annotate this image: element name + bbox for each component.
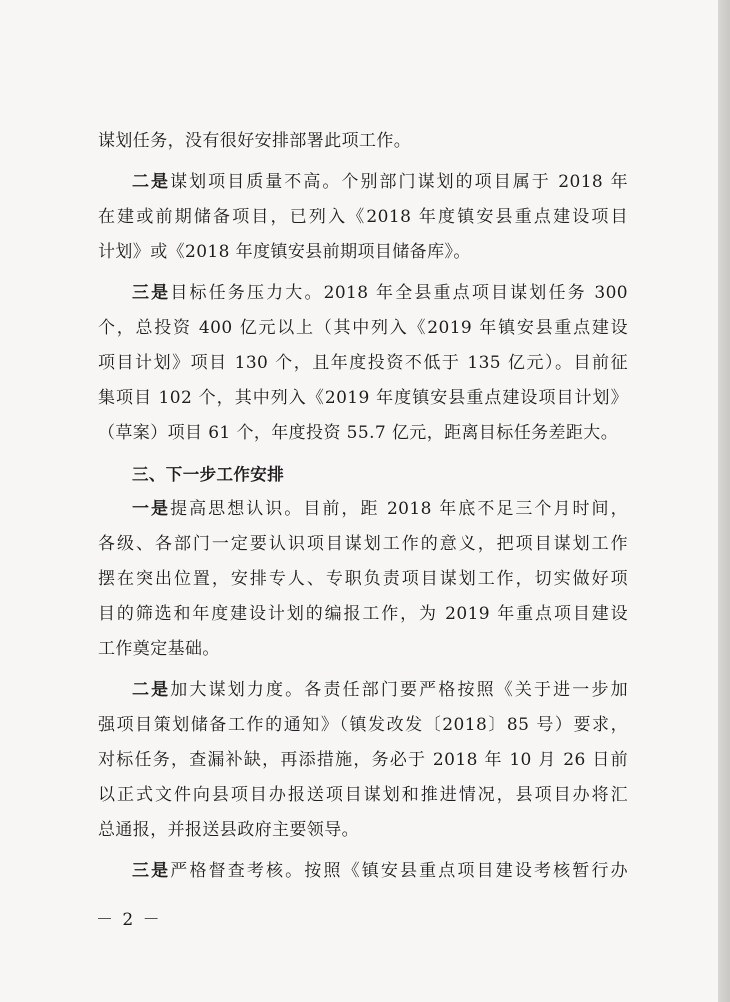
paragraph-3-first-text: 目标任务压力大。2018 年全县重点项目谋划任务 300 <box>170 283 628 303</box>
paragraph-5-line-5: 总通报，并报送县政府主要领导。 <box>98 820 359 840</box>
paragraph-6-first-text: 严格督查考核。按照《镇安县重点项目建设考核暂行办 <box>170 861 628 881</box>
paragraph-3-line-2: 个，总投资 400 亿元以上（其中列入《2019 年镇安县重点建设 <box>98 318 628 338</box>
paragraph-5-line-3: 对标任务，查漏补缺，再添措施，务必于 2018 年 10 月 26 日前 <box>98 750 628 770</box>
page-number: － 2 － <box>96 910 162 930</box>
paragraph-3-line-1 <box>98 276 628 311</box>
paragraph-2-line-2: 在建或前期储备项目，已列入《2018 年度镇安县重点建设项目 <box>98 207 628 227</box>
section-3-heading: 三、下一步工作安排 <box>132 465 285 484</box>
paragraph-4-line-2: 各级、各部门一定要认识项目谋划工作的意义，把项目谋划工作 <box>98 534 628 554</box>
paragraph-2-line-3: 计划》或《2018 年度镇安县前期项目储备库》。 <box>98 242 471 262</box>
paragraph-3-line-4: 集项目 102 个，其中列入《2019 年度镇安县重点建设项目计划》 <box>98 388 628 408</box>
paragraph-4-line-5: 工作奠定基础。 <box>98 639 220 659</box>
scan-edge <box>718 0 730 1002</box>
paragraph-4-line-4: 目的筛选和年度建设计划的编报工作，为 2019 年重点项目建设 <box>98 604 628 624</box>
paragraph-2-lead: 二是 <box>132 172 171 192</box>
paragraph-3-lead: 三是 <box>132 283 171 303</box>
paragraph-1-line-1: 谋划任务，没有很好安排部署此项工作。 <box>98 131 412 151</box>
paragraph-3-line-5: （草案）项目 61 个，年度投资 55.7 亿元，距离目标任务差距大。 <box>98 423 619 443</box>
paragraph-4-line-1 <box>98 492 628 527</box>
paragraph-5-lead: 二是 <box>132 680 171 700</box>
paragraph-3-line-3: 项目计划》项目 130 个，且年度投资不低于 135 亿元）。目前征 <box>98 353 628 373</box>
paragraph-6-lead: 三是 <box>132 861 171 881</box>
paragraph-2-line-1 <box>98 165 628 200</box>
paragraph-4-line-3: 摆在突出位置，安排专人、专职负责项目谋划工作，切实做好项 <box>98 569 628 589</box>
paragraph-4-first-text: 提高思想认识。目前，距 2018 年底不足三个月时间， <box>170 499 628 519</box>
paragraph-4-lead: 一是 <box>132 499 171 519</box>
paragraph-5-line-2: 强项目策划储备工作的通知》（镇发改发〔2018〕85 号）要求， <box>98 715 628 735</box>
paragraph-2-first-text: 谋划项目质量不高。个别部门谋划的项目属于 2018 年 <box>170 172 628 192</box>
document-body <box>98 124 628 889</box>
paragraph-6-line-1 <box>98 854 628 889</box>
paragraph-5-line-4: 以正式文件向县项目办报送项目谋划和推进情况，县项目办将汇 <box>98 785 628 805</box>
paragraph-5-first-text: 加大谋划力度。各责任部门要严格按照《关于进一步加 <box>170 680 628 700</box>
paragraph-5-line-1 <box>98 673 628 708</box>
